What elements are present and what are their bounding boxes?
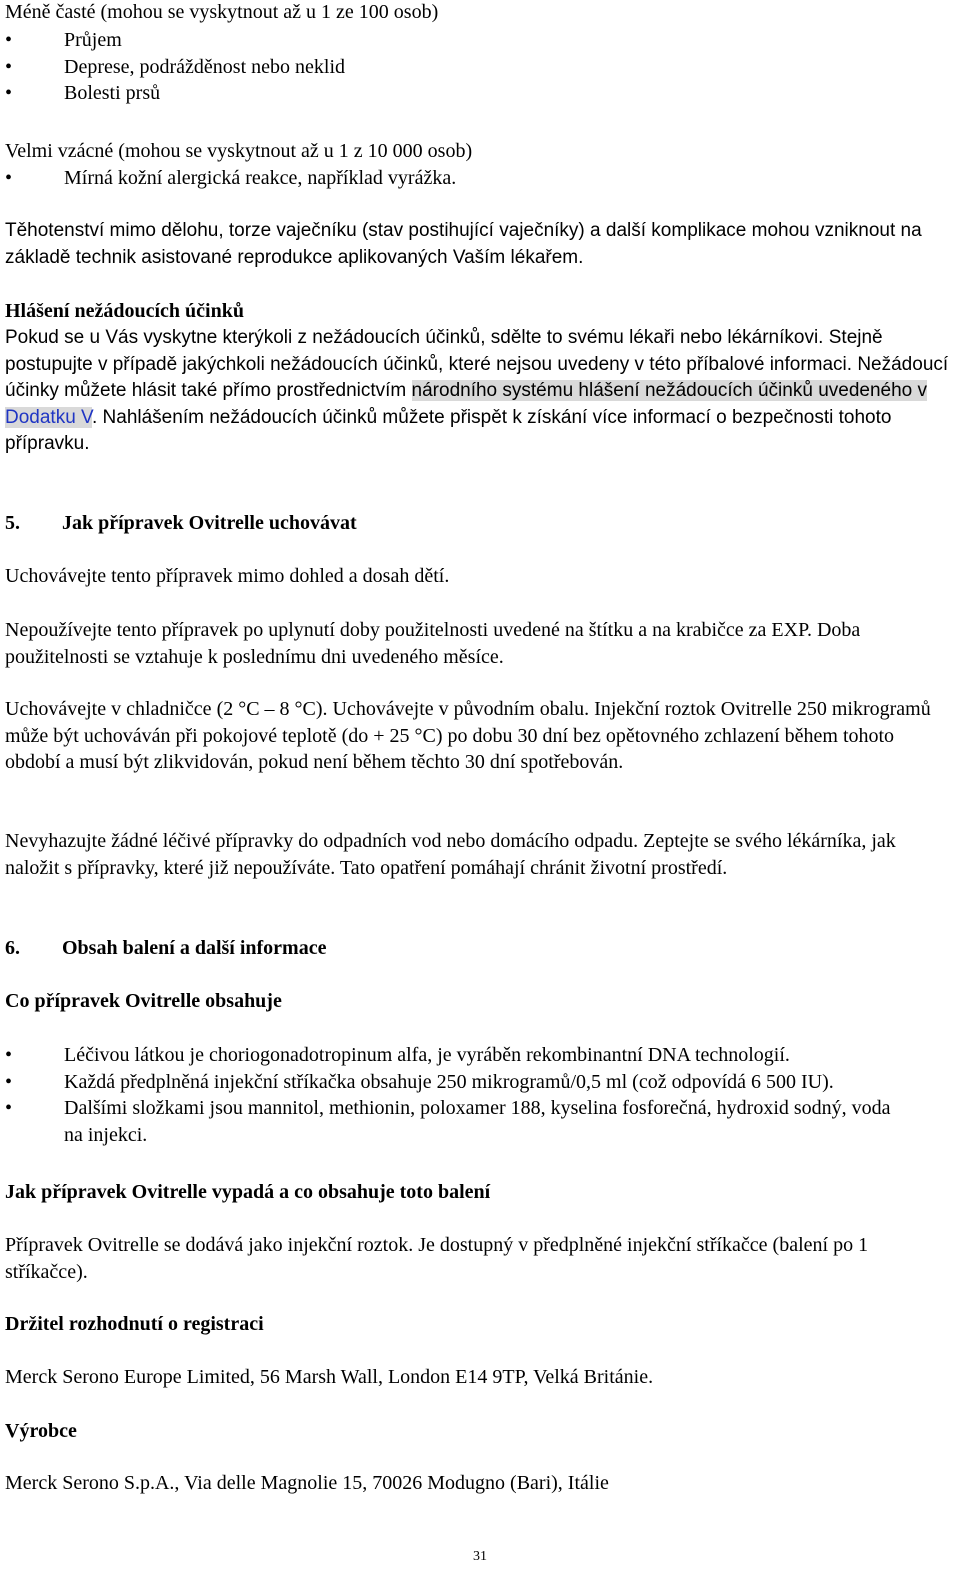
list-item: • Dalšími složkami jsou mannitol, methionin, poloxamer 188, kyselina fosforečná, hydroxid sodný, voda na injekci. [5, 1095, 955, 1148]
section5-p3: Uchovávejte v chladničce (2 °C – 8 °C). Uchovávejte v původním obalu. Injekční roztok Ovitrelle 250 mikrogramů může být uchováván při pokojové teplotě (do + 25 °C) po dobu 30 dní bez opětovného zchlazení během tohoto období a musí být zlikvidován, pokud není během těchto 30 dní spotřebován. [5, 698, 931, 773]
list-item: • Léčivou látkou je choriogonadotropinum alfa, je vyráběn rekombinantní DNA technologií. [5, 1042, 955, 1069]
contains-list [5, 1042, 955, 1148]
section5-title: Jak přípravek Ovitrelle uchovávat [62, 512, 357, 534]
holder-heading: Držitel rozhodnutí o registraci [5, 1313, 264, 1335]
section6-number: 6. [5, 937, 20, 959]
reporting-text-part1: Pokud se u Vás vyskytne kterýkoli z nežádoucích účinků, sdělte to svému lékaři nebo lékárníkovi. Stejně postupujte v případě jakýchkoli nežádoucích účinků, které nejsou uvedeny v této příbalové informaci. Nežádoucí účinky můžete hlásit také přímo prostřednictvím [5, 327, 949, 401]
section5-number: 5. [5, 512, 20, 534]
contains-heading: Co přípravek Ovitrelle obsahuje [5, 990, 282, 1012]
section6-heading [5, 935, 326, 962]
section5-heading [5, 510, 357, 537]
manufacturer-text: Merck Serono S.p.A., Via delle Magnolie 15, 70026 Modugno (Bari), Itálie [5, 1472, 609, 1494]
very-rare-heading: Velmi vzácné (mohou se vyskytnout až u 1 z 10 000 osob) [5, 140, 473, 162]
section5-p1: Uchovávejte tento přípravek mimo dohled a dosah dětí. [5, 565, 450, 587]
section6-title: Obsah balení a další informace [62, 937, 327, 959]
section5-p2: Nepoužívejte tento přípravek po uplynutí doby použitelnosti uvedené na štítku a na krabičce za EXP. Doba použitelnosti se vztahuje k poslednímu dni uvedeného měsíce. [5, 619, 861, 668]
list-item: • Mírná kožní alergická reakce, například vyrážka. [5, 165, 955, 192]
reporting-heading: Hlášení nežádoucích účinků [5, 300, 244, 322]
appearance-heading: Jak přípravek Ovitrelle vypadá a co obsahuje toto balení [5, 1181, 491, 1203]
very-rare-list [5, 165, 955, 192]
list-item: • Bolesti prsů [5, 80, 955, 107]
pregnancy-note: Těhotenství mimo dělohu, torze vaječníku (stav postihující vaječníky) a další komplikace mohou vzniknout na základě technik asistované reprodukce aplikovaných Vaším lékařem. [5, 220, 922, 268]
list-item: • Průjem [5, 27, 955, 54]
reporting-text [5, 325, 950, 458]
uncommon-list [5, 27, 955, 107]
annex-v-link[interactable]: Dodatku V [5, 406, 92, 428]
holder-text: Merck Serono Europe Limited, 56 Marsh Wall, London E14 9TP, Velká Británie. [5, 1366, 654, 1388]
uncommon-heading: Méně časté (mohou se vyskytnout až u 1 ze 100 osob) [5, 1, 439, 23]
section5-p4: Nevyhazujte žádné léčivé přípravky do odpadních vod nebo domácího odpadu. Zeptejte se svého lékárníka, jak naložit s přípravky, které již nepoužíváte. Tato opatření pomáhají chránit životní prostředí. [5, 830, 896, 879]
list-item: • Deprese, podrážděnost nebo neklid [5, 54, 955, 81]
reporting-text-part2: . Nahlášením nežádoucích účinků můžete přispět k získání více informací o bezpečnosti tohoto přípravku. [5, 406, 892, 454]
list-item: • Každá předplněná injekční stříkačka obsahuje 250 mikrogramů/0,5 ml (což odpovídá 6 500 IU). [5, 1069, 955, 1096]
manufacturer-heading: Výrobce [5, 1420, 77, 1442]
appearance-text: Přípravek Ovitrelle se dodává jako injekční roztok. Je dostupný v předplněné injekční stříkačce (balení po 1 stříkačce). [5, 1234, 869, 1283]
page-number: 31 [473, 1549, 487, 1564]
reporting-highlight: národního systému hlášení nežádoucích účinků uvedeného v [411, 380, 928, 401]
